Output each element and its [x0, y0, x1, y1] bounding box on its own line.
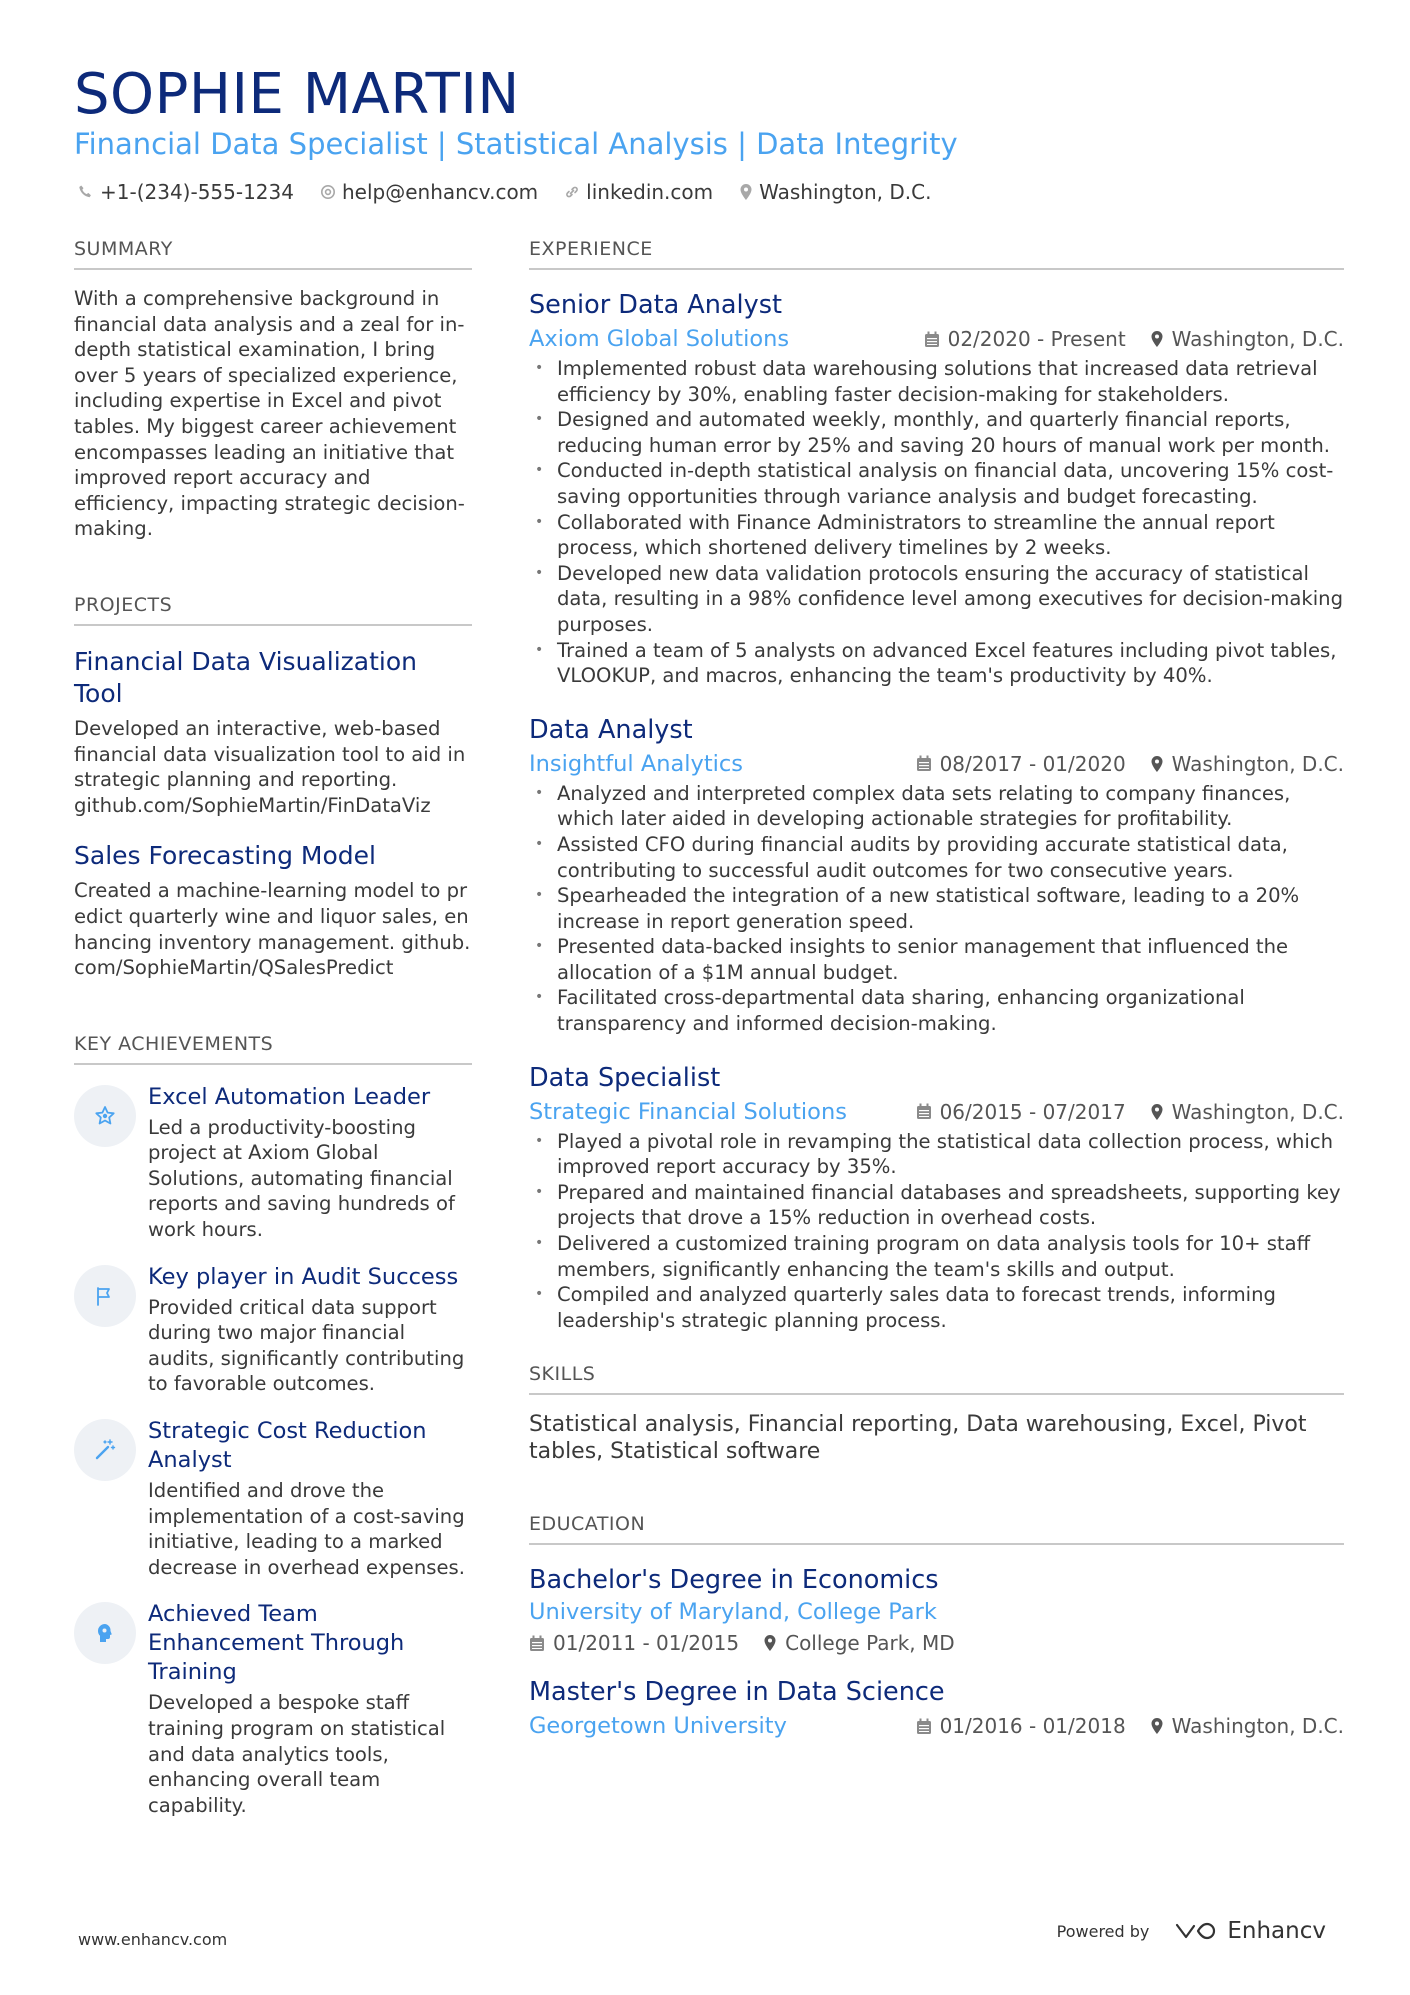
education-location: [763, 1631, 955, 1655]
job-location: [1150, 752, 1344, 776]
job-bullet: • Delivered a customized training program on data analysis tools for 10+ staff members, significantly enhancing the team's skills and output.: [529, 1231, 1344, 1282]
education-section: [529, 1511, 1344, 1741]
education-location: [1150, 1714, 1344, 1738]
skills-section: [529, 1361, 1344, 1465]
achievement-item: [74, 1263, 472, 1397]
job-bullet: • Designed and automated weekly, monthly, and quarterly financial reports, reducing human error by 25% and saving 20 hours of manual work per month.: [529, 407, 1344, 458]
linkedin-text[interactable]: linkedin.com: [586, 180, 714, 204]
location-pin-icon: [1150, 330, 1164, 348]
achievements-section: [74, 1031, 472, 1819]
projects-section: [74, 592, 472, 981]
star-icon: [74, 1085, 136, 1147]
job-bullet: • Compiled and analyzed quarterly sales data to forecast trends, informing leadership's strategic planning process.: [529, 1282, 1344, 1333]
summary-text: With a comprehensive background in financial data analysis and a zeal for in-depth statistical examination, I bring over 5 years of specialized experience, including expertise in Excel and pivot tables. My biggest career achievement encompasses leading an initiative that improved report accuracy and efficiency, impacting strategic decision-making.: [74, 287, 465, 541]
magic-wand-icon: [74, 1419, 136, 1481]
job-bullets: [529, 1129, 1344, 1334]
company-name: Axiom Global Solutions: [529, 326, 790, 352]
achievement-item: [74, 1417, 472, 1580]
achievement-title: Key player in Audit Success: [148, 1263, 459, 1290]
degree-title: Master's Degree in Data Science: [529, 1677, 945, 1708]
location-pin-icon: [739, 183, 753, 201]
skills-heading: SKILLS: [529, 1361, 1344, 1395]
phone-text: +1-(234)-555-1234: [100, 180, 294, 204]
job-entry: [529, 288, 1344, 689]
school-name: University of Maryland, College Park: [529, 1599, 937, 1626]
job-bullet: • Conducted in-depth statistical analysis on financial data, uncovering 15% cost-saving opportunities through variance analysis and budget forecasting.: [529, 458, 1344, 509]
job-title: Senior Data Analyst: [529, 290, 782, 320]
enhancv-logo-icon: [1173, 1919, 1219, 1943]
school-name: Georgetown University: [529, 1713, 787, 1740]
job-bullet: • Facilitated cross-departmental data sharing, enhancing organizational transparency and informed decision-making.: [529, 985, 1344, 1036]
job-location-text: Washington, D.C.: [1171, 751, 1344, 776]
job-dates: [916, 1100, 1126, 1124]
job-meta: [529, 1097, 1344, 1127]
job-location-text: Washington, D.C.: [1171, 327, 1344, 351]
summary-section: [74, 236, 472, 542]
education-entry: [529, 1675, 1344, 1741]
achievement-text: Led a productivity-boosting project at Axiom Global Solutions, automating financial reports and saving hundreds of work hours.: [148, 1115, 455, 1242]
at-icon: [320, 184, 336, 200]
education-meta: [529, 1711, 1344, 1741]
education-dates-text: 01/2016 - 01/2018: [939, 1714, 1126, 1739]
degree-title: Bachelor's Degree in Economics: [529, 1565, 939, 1596]
job-entry: [529, 713, 1344, 1037]
job-bullet: • Implemented robust data warehousing solutions that increased data retrieval efficiency by 30%, enabling faster decision-making for stakeholders.: [529, 356, 1344, 407]
contact-email[interactable]: [320, 178, 538, 206]
calendar-icon: [916, 1103, 932, 1120]
job-bullet: • Collaborated with Finance Administrators to streamline the annual report process, which shortened delivery timelines by 2 weeks.: [529, 510, 1344, 561]
education-dates: [916, 1714, 1126, 1738]
calendar-icon: [916, 755, 932, 772]
contact-location: [739, 178, 931, 206]
job-location-text: Washington, D.C.: [1171, 1099, 1344, 1124]
achievement-item: [74, 1083, 472, 1243]
brand-name: Enhancv: [1227, 1918, 1326, 1944]
link-icon: [564, 184, 580, 200]
brain-head-icon: [74, 1602, 136, 1664]
achievement-title: Excel Automation Leader: [148, 1083, 431, 1110]
achievement-item: [74, 1600, 472, 1818]
education-location-text: College Park, MD: [785, 1631, 955, 1656]
brand-logo[interactable]: [1173, 1918, 1326, 1944]
job-bullet: • Presented data-backed insights to senior management that influenced the allocation of a $1M annual budget.: [529, 934, 1344, 985]
job-dates-text: 06/2015 - 07/2017: [939, 1099, 1126, 1124]
right-column: [529, 236, 1344, 1741]
job-bullet: • Analyzed and interpreted complex data sets relating to company finances, which later aided in developing actionable strategies for profitability.: [529, 781, 1344, 832]
education-dates-text: 01/2011 - 01/2015: [553, 1631, 740, 1656]
experience-heading: EXPERIENCE: [529, 236, 1344, 270]
location-pin-icon: [1150, 755, 1164, 773]
project-item: [74, 646, 472, 818]
job-dates-text: 02/2020 - Present: [947, 327, 1126, 351]
job-bullet: • Developed new data validation protocols ensuring the accuracy of statistical data, resulting in a 98% confidence level among executives for decision-making purposes.: [529, 561, 1344, 638]
achievement-title: Achieved Team Enhancement Through Training: [148, 1601, 405, 1686]
achievement-title: Strategic Cost Reduction Analyst: [148, 1418, 427, 1474]
footer-website[interactable]: www.enhancv.com: [78, 1930, 228, 1949]
candidate-headline: Financial Data Specialist | Statistical Analysis | Data Integrity: [74, 127, 958, 161]
calendar-icon: [529, 1635, 545, 1652]
job-bullet: • Prepared and maintained financial databases and spreadsheets, supporting key projects that drove a 15% reduction in overhead costs.: [529, 1180, 1344, 1231]
job-title: Data Analyst: [529, 714, 693, 745]
company-name: Strategic Financial Solutions: [529, 1098, 847, 1125]
job-bullet: • Assisted CFO during financial audits by providing accurate statistical data, contributing to successful audit outcomes for two consecutive years.: [529, 832, 1344, 883]
location-pin-icon: [763, 1634, 777, 1652]
education-entry: [529, 1563, 1344, 1655]
contact-bar: [78, 178, 957, 206]
job-title: Data Specialist: [529, 1062, 721, 1093]
job-location: [1150, 327, 1344, 351]
calendar-icon: [924, 331, 940, 348]
job-bullet: • Spearheaded the integration of a new statistical software, leading to a 20% increase in report generation speed.: [529, 883, 1344, 934]
job-bullets: [529, 356, 1344, 689]
job-bullet: • Played a pivotal role in revamping the statistical data collection process, which improved report accuracy by 35%.: [529, 1129, 1344, 1180]
job-meta: [529, 324, 1344, 354]
achievement-text: Developed a bespoke staff training program on statistical and data analytics tools, enhancing overall team capability.: [148, 1691, 446, 1817]
email-text[interactable]: help@enhancv.com: [341, 180, 539, 204]
job-dates: [924, 327, 1126, 351]
powered-by-label: Powered by: [1056, 1921, 1150, 1941]
job-dates: [916, 752, 1126, 776]
project-description: Created a machine-learning model to predict quarterly wine and liquor sales, enhancing inventory management. github.com/SophieMartin/QSalesPredict: [74, 879, 471, 980]
education-location-text: Washington, D.C.: [1171, 1714, 1344, 1739]
projects-heading: PROJECTS: [74, 592, 472, 626]
location-text: Washington, D.C.: [759, 180, 932, 204]
contact-phone: [78, 178, 294, 206]
company-name: Insightful Analytics: [529, 750, 743, 777]
footer-branding: [1057, 1918, 1326, 1944]
phone-icon: [78, 184, 94, 200]
flag-icon: [74, 1265, 136, 1327]
location-pin-icon: [1150, 1103, 1164, 1121]
left-column: [74, 236, 472, 1818]
skills-text: Statistical analysis, Financial reporting, Data warehousing, Excel, Pivot tables, Statistical software: [529, 1412, 1307, 1465]
location-pin-icon: [1150, 1717, 1164, 1735]
project-description: Developed an interactive, web-based financial data visualization tool to aid in strategic planning and reporting. github.com/SophieMartin/FinDataViz: [74, 716, 466, 817]
summary-heading: SUMMARY: [74, 236, 472, 270]
achievement-text: Identified and drove the implementation of a cost-saving initiative, leading to a marked decrease in overhead expenses.: [148, 1479, 465, 1579]
project-title: Financial Data Visualization Tool: [74, 646, 417, 708]
experience-section: [529, 236, 1344, 1333]
project-item: [74, 840, 472, 980]
achievement-text: Provided critical data support during two major financial audits, significantly contributing to favorable outcomes.: [148, 1295, 465, 1396]
project-title: Sales Forecasting Model: [74, 841, 376, 871]
job-bullets: [529, 781, 1344, 1037]
job-bullet: • Trained a team of 5 analysts on advanced Excel features including pivot tables, VLOOKUP, and macros, enhancing the team's productivity by 40%.: [529, 638, 1344, 689]
job-dates-text: 08/2017 - 01/2020: [939, 751, 1126, 776]
achievements-heading: KEY ACHIEVEMENTS: [74, 1031, 472, 1065]
education-dates: [529, 1631, 739, 1655]
calendar-icon: [916, 1718, 932, 1735]
contact-linkedin[interactable]: [564, 178, 713, 206]
job-meta: [529, 749, 1344, 779]
job-location: [1150, 1100, 1344, 1124]
education-heading: EDUCATION: [529, 1511, 1344, 1545]
job-entry: [529, 1061, 1344, 1334]
education-meta: [529, 1631, 1344, 1655]
candidate-name: SOPHIE MARTIN: [74, 62, 520, 127]
